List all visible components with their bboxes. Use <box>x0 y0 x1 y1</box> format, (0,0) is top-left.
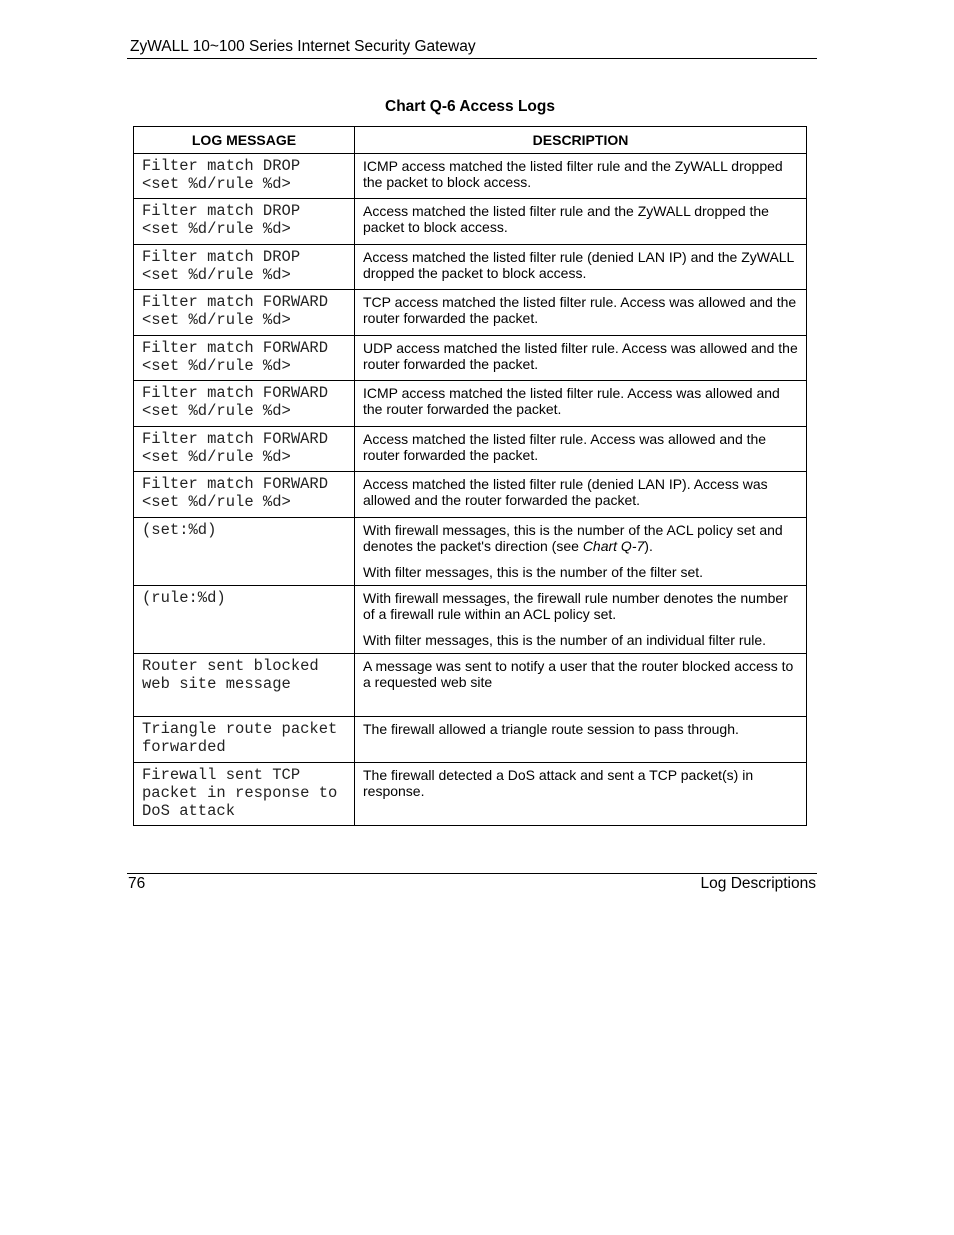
description-cell <box>355 154 807 199</box>
log-message-cell <box>134 717 355 763</box>
description-text: The firewall allowed a triangle route session to pass through. <box>363 721 739 737</box>
description-cell <box>355 245 807 290</box>
table-row <box>134 154 807 199</box>
description-text: UDP access matched the listed filter rule. Access was allowed and the router forwarded the packet. <box>363 340 798 372</box>
description-text: A message was sent to notify a user that the router blocked access to a requested web site <box>363 658 794 690</box>
log-message: Firewall sent TCP packet in response to DoS attack <box>142 766 338 820</box>
table-row <box>134 290 807 336</box>
access-logs-table <box>133 126 807 826</box>
log-message: Filter match FORWARD <set %d/rule %d> <box>142 430 329 466</box>
table-row <box>134 199 807 245</box>
log-message: Filter match DROP <set %d/rule %d> <box>142 157 301 193</box>
description-cell <box>355 763 807 826</box>
description-text: With firewall messages, the firewall rule number denotes the number of a firewall rule within an ACL policy set. <box>363 590 788 622</box>
log-message: Filter match FORWARD <set %d/rule %d> <box>142 293 329 329</box>
description-cell <box>355 518 807 586</box>
log-message-cell <box>134 245 355 290</box>
header-rule <box>127 58 817 59</box>
log-message-cell <box>134 336 355 381</box>
log-message-cell <box>134 586 355 654</box>
description-text: TCP access matched the listed filter rule. Access was allowed and the router forwarded the packet. <box>363 294 797 326</box>
column-header-description: DESCRIPTION <box>355 127 807 154</box>
log-message-cell <box>134 472 355 518</box>
table-row <box>134 654 807 717</box>
description-text: The firewall detected a DoS attack and sent a TCP packet(s) in response. <box>363 767 754 799</box>
description-cell <box>355 290 807 336</box>
table-row <box>134 245 807 290</box>
log-message-cell <box>134 763 355 826</box>
description-text: Access matched the listed filter rule. Access was allowed and the router forwarded the packet. <box>363 431 767 463</box>
table-row <box>134 336 807 381</box>
description-cell <box>355 654 807 717</box>
description-cell <box>355 717 807 763</box>
description-text: ICMP access matched the listed filter rule. Access was allowed and the router forwarded the packet. <box>363 385 780 417</box>
log-message-cell <box>134 654 355 717</box>
log-message: Router sent blocked web site message <box>142 657 319 693</box>
footer-section-title: Log Descriptions <box>700 875 816 892</box>
table-row <box>134 427 807 472</box>
table-row <box>134 586 807 654</box>
table-row <box>134 763 807 826</box>
chart-reference: Chart Q-7 <box>582 538 645 554</box>
column-header-log-message: LOG MESSAGE <box>134 127 355 154</box>
log-message-cell <box>134 154 355 199</box>
table-row <box>134 518 807 586</box>
log-message: Filter match FORWARD <set %d/rule %d> <box>142 475 329 511</box>
description-cell <box>355 586 807 654</box>
log-message: (rule:%d) <box>142 589 226 607</box>
log-message-cell <box>134 381 355 427</box>
log-message-cell <box>134 199 355 245</box>
description-text: Access matched the listed filter rule and the ZyWALL dropped the packet to block access. <box>363 203 769 235</box>
footer-rule <box>127 873 817 874</box>
description-cell <box>355 381 807 427</box>
description-text-end: ). <box>644 538 653 554</box>
page-number: 76 <box>128 875 146 892</box>
table-row <box>134 381 807 427</box>
description-text <box>363 522 798 554</box>
description-cell <box>355 427 807 472</box>
table-row <box>134 472 807 518</box>
table-row <box>134 717 807 763</box>
table-header-row <box>134 127 807 154</box>
description-cell <box>355 199 807 245</box>
log-message: Filter match FORWARD <set %d/rule %d> <box>142 384 329 420</box>
description-note: With filter messages, this is the number of an individual filter rule. <box>363 632 767 648</box>
description-text-start: With firewall messages, this is the number of the ACL policy set and denotes the packet's direction (see <box>363 522 783 554</box>
log-message: Filter match DROP <set %d/rule %d> <box>142 202 301 238</box>
description-cell <box>355 336 807 381</box>
log-message: Filter match DROP <set %d/rule %d> <box>142 248 301 284</box>
description-text: ICMP access matched the listed filter rule and the ZyWALL dropped the packet to block access. <box>363 158 783 190</box>
running-header: ZyWALL 10~100 Series Internet Security Gateway <box>130 38 476 55</box>
log-message: (set:%d) <box>142 521 217 539</box>
description-note: With filter messages, this is the number of the filter set. <box>363 564 704 580</box>
log-message-cell <box>134 427 355 472</box>
log-message-cell <box>134 290 355 336</box>
table-caption: Chart Q-6 Access Logs <box>385 98 555 115</box>
log-message-cell <box>134 518 355 586</box>
description-cell <box>355 472 807 518</box>
description-text: Access matched the listed filter rule (denied LAN IP). Access was allowed and the router forwarded the packet. <box>363 476 768 508</box>
log-message: Filter match FORWARD <set %d/rule %d> <box>142 339 329 375</box>
log-message: Triangle route packet forwarded <box>142 720 338 756</box>
description-text: Access matched the listed filter rule (denied LAN IP) and the ZyWALL dropped the packet to block access. <box>363 249 794 281</box>
